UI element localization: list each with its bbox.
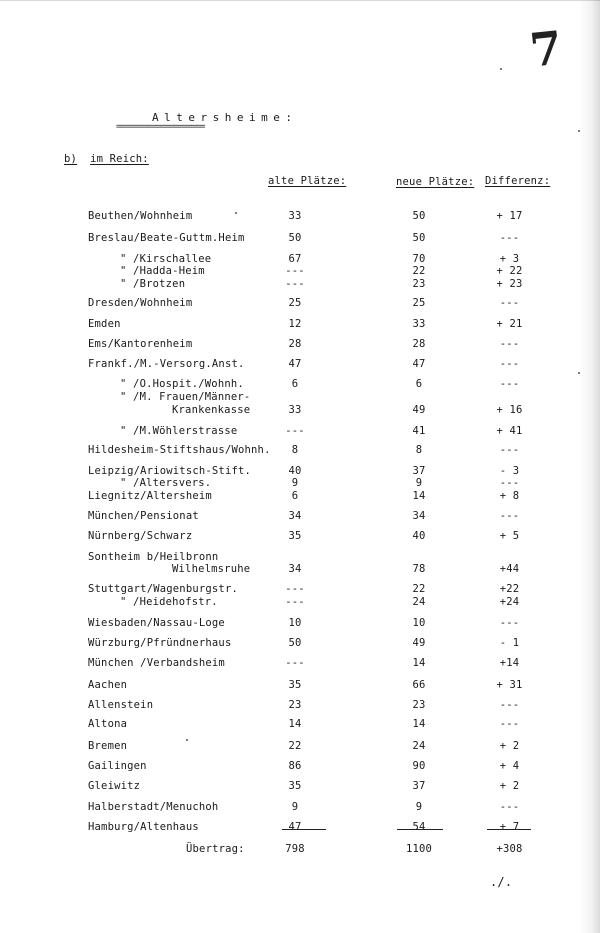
row-neue-plaetze: 70 — [412, 253, 426, 265]
section-prefix: b) — [64, 153, 78, 165]
row-neue-plaetze: 25 — [412, 297, 426, 309]
page-title: Altersheime: — [152, 111, 298, 124]
row-home-name: Gailingen — [88, 760, 147, 772]
row-differenz: --- — [499, 297, 520, 309]
row-alte-plaetze: 28 — [288, 338, 302, 350]
row-neue-plaetze: 41 — [412, 425, 426, 437]
row-home-name: " /Brotzen — [120, 278, 186, 290]
row-neue-plaetze: 66 — [412, 679, 426, 691]
total-alte: 798 — [285, 843, 305, 855]
row-differenz: + 17 — [496, 210, 523, 222]
row-alte-plaetze: 35 — [288, 530, 302, 542]
row-alte-plaetze: 50 — [288, 232, 302, 244]
row-home-name: Sontheim b/Heilbronn — [88, 551, 219, 563]
row-alte-plaetze: 12 — [288, 318, 302, 330]
row-home-name: Ems/Kantorenheim — [88, 338, 193, 350]
section-label: im Reich: — [90, 153, 149, 165]
row-neue-plaetze: 8 — [415, 444, 423, 456]
row-home-name: Emden — [88, 318, 121, 330]
row-home-name: Hildesheim-Stiftshaus/Wohnh. — [88, 444, 271, 456]
row-alte-plaetze: 23 — [288, 699, 302, 711]
row-differenz: - 3 — [499, 465, 520, 477]
row-neue-plaetze: 9 — [415, 477, 423, 489]
row-differenz: +24 — [499, 596, 520, 608]
row-neue-plaetze: 90 — [412, 760, 426, 772]
row-neue-plaetze: 10 — [412, 617, 426, 629]
row-alte-plaetze: --- — [285, 657, 305, 669]
row-home-name: Breslau/Beate-Guttm.Heim — [88, 232, 245, 244]
row-home-name: Altona — [88, 718, 128, 730]
row-alte-plaetze: 6 — [291, 490, 299, 502]
row-home-name: Halberstadt/Menuchoh — [88, 801, 219, 813]
row-neue-plaetze: 22 — [412, 583, 426, 595]
row-differenz: --- — [499, 232, 520, 244]
row-alte-plaetze: 34 — [288, 510, 302, 522]
row-home-name: " /Hadda-Heim — [120, 265, 205, 277]
row-neue-plaetze: 23 — [412, 278, 426, 290]
underline-alte — [282, 829, 326, 830]
row-neue-plaetze: 49 — [412, 637, 426, 649]
row-neue-plaetze: 54 — [412, 821, 426, 833]
row-alte-plaetze: 25 — [288, 297, 302, 309]
row-neue-plaetze: 24 — [412, 596, 426, 608]
row-differenz: --- — [499, 510, 520, 522]
row-home-name: München /Verbandsheim — [88, 657, 225, 669]
row-differenz: + 16 — [496, 404, 523, 416]
header-alte-plaetze: alte Plätze: — [268, 175, 347, 187]
handwritten-page-number: 7 — [527, 20, 565, 78]
paper-shadow-edge — [578, 0, 600, 933]
row-home-name: " /Kirschallee — [120, 253, 212, 265]
row-differenz: + 2 — [499, 740, 520, 752]
row-alte-plaetze: --- — [285, 583, 305, 595]
row-differenz: + 41 — [496, 425, 523, 437]
paper-top-edge — [0, 0, 600, 7]
row-differenz: --- — [499, 718, 520, 730]
row-home-name: Stuttgart/Wagenburgstr. — [88, 583, 238, 595]
row-neue-plaetze: 14 — [412, 657, 426, 669]
row-alte-plaetze: 50 — [288, 637, 302, 649]
row-neue-plaetze: 22 — [412, 265, 426, 277]
total-label: Übertrag: — [186, 843, 245, 855]
title-double-underline: ==================== — [116, 122, 205, 132]
row-neue-plaetze: 37 — [412, 465, 426, 477]
row-differenz: + 21 — [496, 318, 523, 330]
underline-diff — [487, 829, 531, 830]
row-differenz: + 3 — [499, 253, 520, 265]
row-home-name: Bremen — [88, 740, 128, 752]
row-neue-plaetze: 50 — [412, 210, 426, 222]
row-home-name: Hamburg/Altenhaus — [88, 821, 199, 833]
row-alte-plaetze: 86 — [288, 760, 302, 772]
section-heading — [64, 153, 149, 165]
row-alte-plaetze: 8 — [291, 444, 299, 456]
row-differenz: --- — [499, 477, 520, 489]
row-alte-plaetze: 47 — [288, 358, 302, 370]
total-neue: 1100 — [405, 843, 433, 855]
paper-speck — [186, 739, 188, 741]
paper-speck — [500, 68, 502, 70]
total-diff: +308 — [496, 843, 523, 855]
row-home-name: Dresden/Wohnheim — [88, 297, 193, 309]
row-home-name: Nürnberg/Schwarz — [88, 530, 193, 542]
row-neue-plaetze: 37 — [412, 780, 426, 792]
row-home-name: " /M. Frauen/Männer- — [120, 391, 251, 403]
row-neue-plaetze: 14 — [412, 490, 426, 502]
row-alte-plaetze: --- — [285, 278, 305, 290]
row-alte-plaetze: 34 — [288, 563, 302, 575]
row-alte-plaetze: 33 — [288, 404, 302, 416]
continuation-mark: ./. — [490, 875, 513, 889]
row-alte-plaetze: 6 — [291, 378, 299, 390]
row-home-name: Leipzig/Ariowitsch-Stift. — [88, 465, 252, 477]
row-alte-plaetze: 9 — [291, 477, 299, 489]
underline-neue — [397, 829, 443, 830]
row-home-name: " /Heidehofstr. — [120, 596, 218, 608]
row-home-name: München/Pensionat — [88, 510, 199, 522]
row-differenz: + 2 — [499, 780, 520, 792]
row-alte-plaetze: 47 — [288, 821, 302, 833]
row-home-name: Würzburg/Pfründnerhaus — [88, 637, 232, 649]
header-differenz: Differenz: — [485, 175, 551, 187]
row-differenz: --- — [499, 444, 520, 456]
row-neue-plaetze: 33 — [412, 318, 426, 330]
row-neue-plaetze: 40 — [412, 530, 426, 542]
row-differenz: --- — [499, 358, 520, 370]
row-home-name: Gleiwitz — [88, 780, 141, 792]
row-home-name: Wilhelmsruhe — [172, 563, 251, 575]
paper-speck — [578, 372, 580, 374]
row-home-name: Liegnitz/Altersheim — [88, 490, 212, 502]
row-alte-plaetze: --- — [285, 265, 305, 277]
row-neue-plaetze: 14 — [412, 718, 426, 730]
row-home-name: " /Altersvers. — [120, 477, 212, 489]
row-differenz: + 22 — [496, 265, 523, 277]
row-differenz: + 5 — [499, 530, 520, 542]
row-neue-plaetze: 28 — [412, 338, 426, 350]
row-differenz: + 7 — [499, 821, 520, 833]
row-differenz: + 31 — [496, 679, 523, 691]
row-home-name: " /O.Hospit./Wohnh. — [120, 378, 244, 390]
row-home-name: Aachen — [88, 679, 128, 691]
row-alte-plaetze: 40 — [288, 465, 302, 477]
row-home-name: " /M.Wöhlerstrasse — [120, 425, 238, 437]
row-alte-plaetze: 22 — [288, 740, 302, 752]
row-alte-plaetze: 10 — [288, 617, 302, 629]
row-alte-plaetze: 35 — [288, 679, 302, 691]
row-home-name: Beuthen/Wohnheim — [88, 210, 193, 222]
row-differenz: +22 — [499, 583, 520, 595]
row-differenz: +44 — [499, 563, 520, 575]
row-differenz: + 8 — [499, 490, 520, 502]
row-differenz: +14 — [499, 657, 520, 669]
paper-speck — [235, 212, 237, 214]
row-differenz: --- — [499, 699, 520, 711]
row-differenz: --- — [499, 378, 520, 390]
row-home-name: Allenstein — [88, 699, 154, 711]
row-neue-plaetze: 47 — [412, 358, 426, 370]
row-differenz: --- — [499, 617, 520, 629]
row-differenz: --- — [499, 801, 520, 813]
row-neue-plaetze: 6 — [415, 378, 423, 390]
row-alte-plaetze: 14 — [288, 718, 302, 730]
row-differenz: + 23 — [496, 278, 523, 290]
row-differenz: + 4 — [499, 760, 520, 772]
row-neue-plaetze: 34 — [412, 510, 426, 522]
row-neue-plaetze: 23 — [412, 699, 426, 711]
row-neue-plaetze: 24 — [412, 740, 426, 752]
row-neue-plaetze: 9 — [415, 801, 423, 813]
row-alte-plaetze: 35 — [288, 780, 302, 792]
row-differenz: - 1 — [499, 637, 520, 649]
row-home-name: Krankenkasse — [172, 404, 251, 416]
row-home-name: Frankf./M.-Versorg.Anst. — [88, 358, 245, 370]
row-neue-plaetze: 78 — [412, 563, 426, 575]
paper-speck — [578, 130, 580, 132]
row-alte-plaetze: 67 — [288, 253, 302, 265]
row-differenz: --- — [499, 338, 520, 350]
header-neue-plaetze: neue Plätze: — [396, 176, 475, 188]
row-alte-plaetze: --- — [285, 425, 305, 437]
row-neue-plaetze: 50 — [412, 232, 426, 244]
row-neue-plaetze: 49 — [412, 404, 426, 416]
row-home-name: Wiesbaden/Nassau-Loge — [88, 617, 225, 629]
row-alte-plaetze: --- — [285, 596, 305, 608]
row-alte-plaetze: 33 — [288, 210, 302, 222]
row-alte-plaetze: 9 — [291, 801, 299, 813]
